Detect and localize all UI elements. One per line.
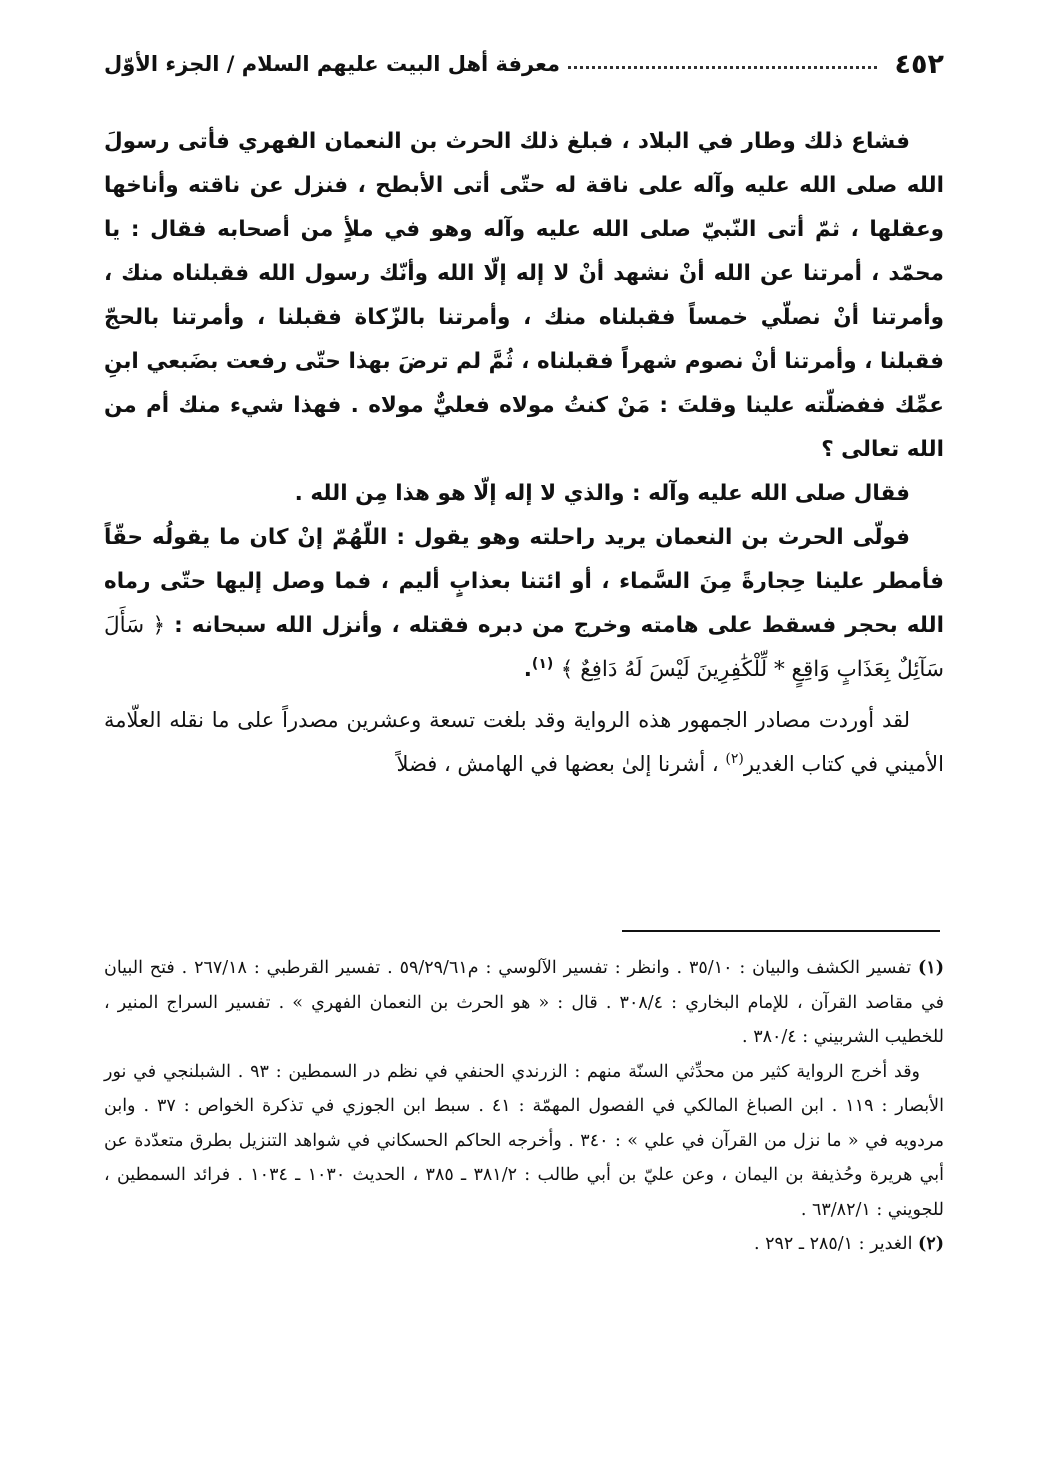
footnote-1 bbox=[104, 951, 944, 1055]
paragraph-3: فولّى الحرث بن النعمان يريد راحلته وهو يقول : اللّهُمّ إنْ كان ما يقولُه حقّاً فأمطر علينا حِجارةً مِنَ السَّماء ، أو ائتنا بعذابٍ أليم ، فما وصل إليها حتّى رماه الله بحجر فسقط على هامته وخرج من دبره فقتله ، وأنزل الله سبحانه : ﴿ سَأَلَ سَآئِلٌ بِعَذَابٍ وَاقِعٍ * لِّلْكَٰفِرِينَ لَيْسَ لَهُ دَافِعٌ ﴾ $^{(١)}$. bbox=[104, 525, 944, 682]
footnote-2-number: (٢) bbox=[918, 1234, 944, 1254]
paragraph-2: فقال صلى الله عليه وآله : والذي لا إله إلّا هو هذا مِن الله . bbox=[294, 481, 910, 506]
footnote-separator bbox=[622, 930, 940, 932]
paragraph-4-text: لقد أوردت مصادر الجمهور هذه الرواية وقد بلغت تسعة وعشرين مصدراً على ما نقله العلّامة الأميني في كتاب الغدير bbox=[104, 708, 944, 776]
main-text bbox=[104, 120, 944, 786]
header-dotted-leader bbox=[568, 66, 877, 69]
footnote-1-text: تفسير الكشف والبيان : ٣٥/١٠ . وانظر : تفسير الآلوسي : م٥٩/٢٩/٦١ . تفسير القرطبي : ٢٦٧/١٨ . فتح البيان في مقاصد القرآن ، للإمام البخاري : ٣٠٨/٤ . قال : « هو الحرث بن النعمان الفهري » . تفسير السراج المنير ، للخطيب الشربيني : ٣٨٠/٤ . bbox=[104, 958, 944, 1047]
paragraph-4 bbox=[104, 698, 944, 786]
page-header bbox=[104, 44, 944, 84]
running-title: معرفة أهل البيت عليهم السلام / الجزء الأوّل bbox=[104, 52, 560, 76]
paragraph-1: فشاع ذلك وطار في البلاد ، فبلغ ذلك الحرث بن النعمان الفهري فأتى رسولَ الله صلى الله عليه وآله على ناقة له حتّى أتى الأبطح ، فنزل عن ناقته وأناخها وعقلها ، ثمّ أتى النّبيّ صلى الله عليه وآله وهو في ملأٍ من أصحابه فقال : يا محمّد ، أمرتنا عن الله أنْ نشهد أنْ لا إله إلّا الله وأنّك رسول الله فقبلناه منك ، وأمرتنا أنْ نصلّي خمساً فقبلناه منك ، وأمرتنا بالزّكاة فقبلنا ، وأمرتنا بالحجّ فقبلنا ، وأمرتنا أنْ نصوم شهراً فقبلناه ، ثُمَّ لم ترضَ بهذا حتّى رفعت بضَبعي ابنِ عمِّك ففضلّته علينا وقلتَ : مَنْ كنتُ مولاه فعليٌّ مولاه . فهذا شيء منك أم من الله تعالى ؟ bbox=[104, 129, 944, 462]
page-number: ٤٥٢ bbox=[894, 48, 944, 80]
footnote-1-continuation: وقد أخرج الرواية كثير من محدِّثي السنّة منهم : الزرندي الحنفي في نظم در السمطين : ٩٣ . الشبلنجي في نور الأبصار : ١١٩ . ابن الصباغ المالكي في الفصول المهمّة : ٤١ . سبط ابن الجوزي في تذكرة الخواص : ٣٧ . وابن مردويه في « ما نزل من القرآن في علي » : ٣٤٠ . وأخرجه الحاكم الحسكاني في شواهد التنزيل بطرق متعدّدة عن أبي هريرة وحُذيفة بن اليمان ، وعن عليّ بن أبي طالب : ٣٨١/٢ ـ ٣٨٥ ، الحديث ١٠٣٠ ـ ١٠٣٤ . فرائد السمطين ، للجويني : ٦٣/٨٢/١ . bbox=[104, 1061, 945, 1220]
footnote-2-text: الغدير : ٢٨٥/١ ـ ٢٩٢ . bbox=[753, 1234, 913, 1254]
footnotes bbox=[104, 951, 944, 1262]
quran-verse: ﴿ سَأَلَ سَآئِلٌ بِعَذَابٍ وَاقِعٍ * لِّلْكَٰفِرِينَ لَيْسَ لَهُ دَافِعٌ ﴾ bbox=[104, 613, 944, 682]
footnote-1-number: (١) bbox=[918, 958, 944, 978]
footnote-2 bbox=[104, 1227, 944, 1262]
paragraph-4-tail: ، أشرنا إلىٰ بعضها في الهامش ، فضلاً bbox=[396, 752, 719, 776]
footnote-ref-1[interactable]: (١) bbox=[531, 655, 554, 672]
paragraph-3-text: فولّى الحرث بن النعمان يريد راحلته وهو يقول : اللّهُمّ إنْ كان ما يقولُه حقّاً فأمطر علينا حِجارةً مِنَ السَّماء ، أو ائتنا بعذابٍ أليم ، فما وصل إليها حتّى رماه الله بحجر فسقط على هامته وخرج من دبره فقتله ، وأنزل الله سبحانه : bbox=[104, 525, 944, 638]
footnote-ref-2[interactable]: (٢) bbox=[725, 751, 744, 767]
